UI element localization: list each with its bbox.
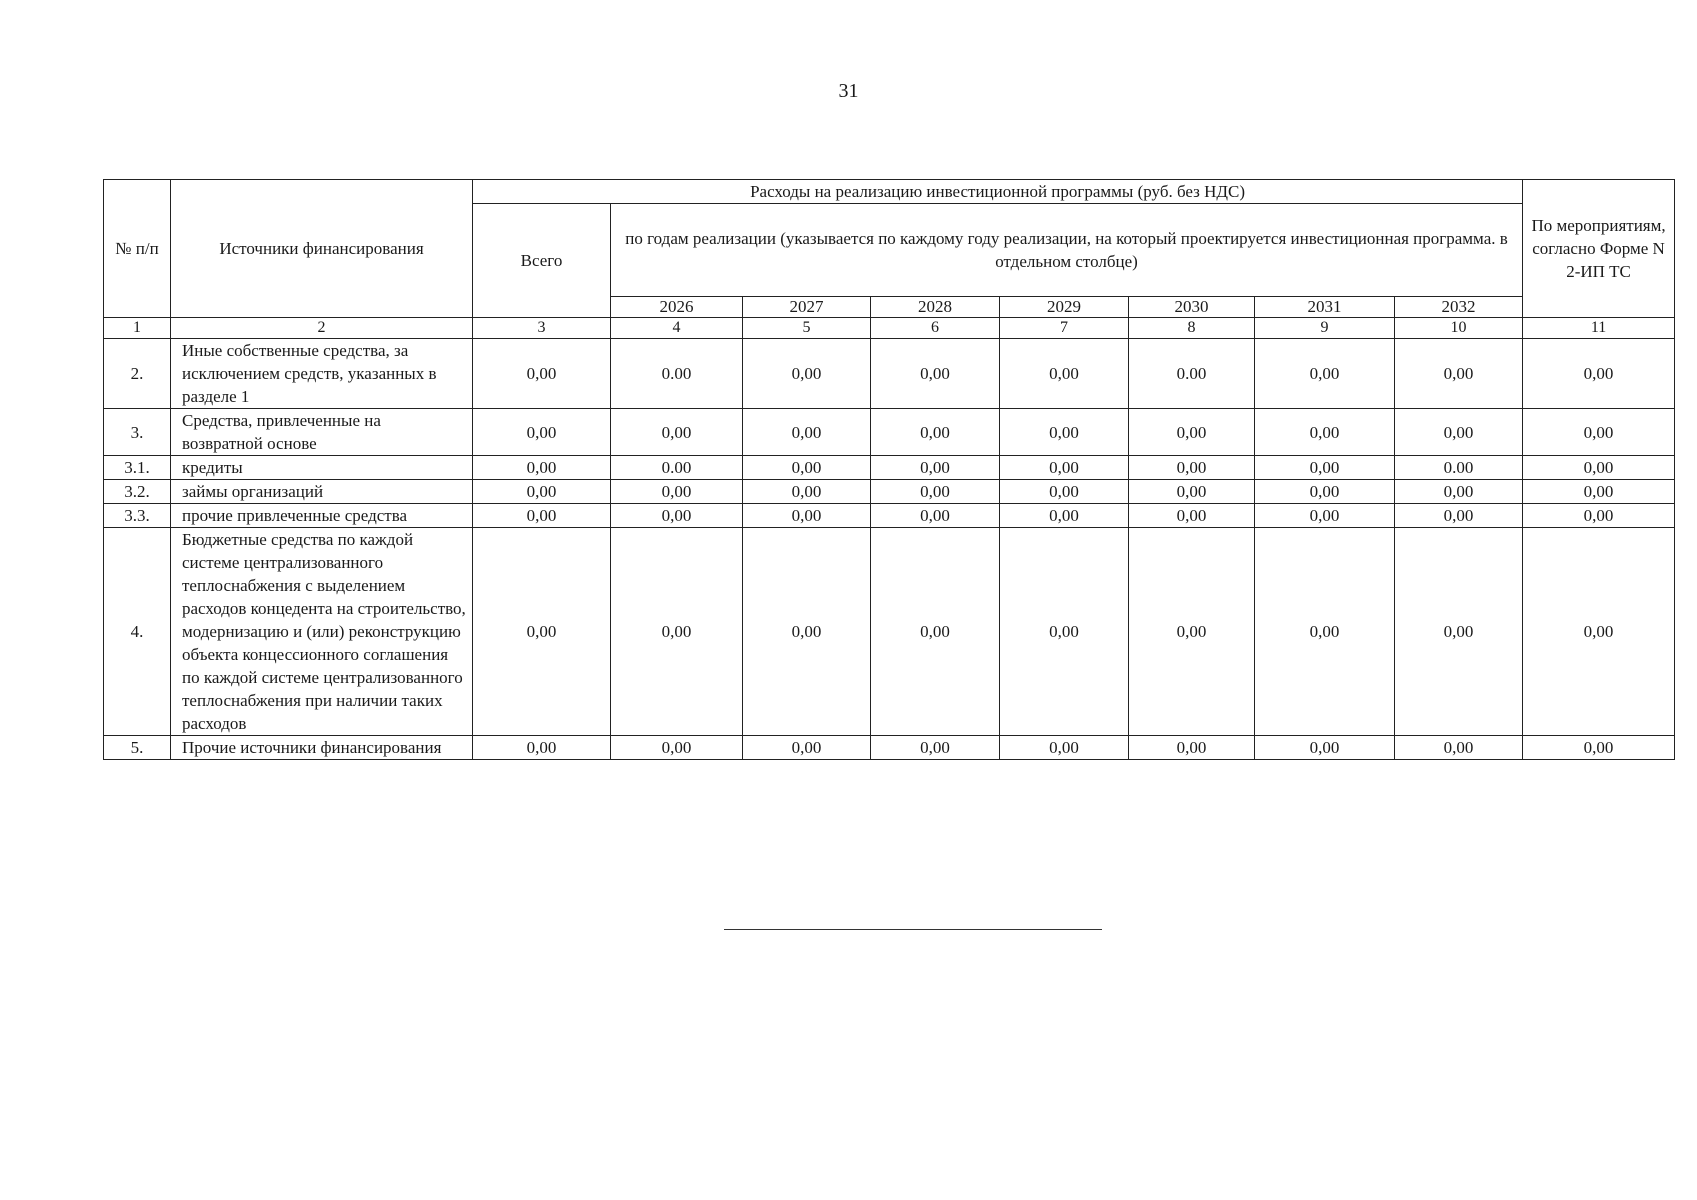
header-num: № п/п (104, 180, 171, 318)
value-cell: 0,00 (473, 409, 611, 456)
row-num: 3.1. (104, 456, 171, 480)
column-number: 7 (1000, 318, 1129, 339)
row-num: 3.3. (104, 504, 171, 528)
table-row (104, 480, 1675, 504)
value-cell: 0,00 (473, 480, 611, 504)
value-cell: 0,00 (473, 736, 611, 760)
value-cell: 0,00 (1523, 339, 1675, 409)
table-row (104, 528, 1675, 736)
row-source: Иные собственные средства, за исключением средств, указанных в разделе 1 (171, 339, 473, 409)
column-number: 11 (1523, 318, 1675, 339)
value-cell: 0,00 (473, 528, 611, 736)
header-row-1 (104, 180, 1675, 204)
table-row (104, 736, 1675, 760)
value-cell: 0,00 (1523, 409, 1675, 456)
value-cell: 0,00 (1000, 504, 1129, 528)
column-number: 4 (611, 318, 743, 339)
value-cell: 0,00 (743, 339, 871, 409)
column-number: 1 (104, 318, 171, 339)
year-cell: 2031 (1255, 297, 1395, 318)
value-cell: 0,00 (743, 480, 871, 504)
value-cell: 0,00 (473, 456, 611, 480)
value-cell: 0,00 (1255, 504, 1395, 528)
value-cell: 0,00 (1523, 504, 1675, 528)
value-cell: 0,00 (1129, 409, 1255, 456)
value-cell: 0,00 (1255, 409, 1395, 456)
value-cell: 0,00 (871, 480, 1000, 504)
column-number: 2 (171, 318, 473, 339)
value-cell: 0,00 (871, 339, 1000, 409)
header-total: Всего (473, 204, 611, 318)
row-source: прочие привлеченные средства (171, 504, 473, 528)
value-cell: 0,00 (743, 409, 871, 456)
value-cell: 0,00 (1395, 528, 1523, 736)
column-number: 9 (1255, 318, 1395, 339)
value-cell: 0,00 (1129, 456, 1255, 480)
page-number: 31 (838, 80, 859, 102)
column-number: 8 (1129, 318, 1255, 339)
year-cell: 2026 (611, 297, 743, 318)
value-cell: 0,00 (1395, 339, 1523, 409)
value-cell: 0.00 (611, 339, 743, 409)
financing-sources-table (103, 179, 1675, 760)
value-cell: 0,00 (1000, 339, 1129, 409)
value-cell: 0,00 (1000, 409, 1129, 456)
value-cell: 0,00 (743, 736, 871, 760)
row-num: 4. (104, 528, 171, 736)
value-cell: 0.00 (1395, 456, 1523, 480)
column-numbers-row (104, 318, 1675, 339)
value-cell: 0,00 (1129, 480, 1255, 504)
row-num: 3. (104, 409, 171, 456)
value-cell: 0,00 (473, 504, 611, 528)
column-number: 6 (871, 318, 1000, 339)
value-cell: 0,00 (743, 528, 871, 736)
year-cell: 2030 (1129, 297, 1255, 318)
header-per-activity: По мероприятиям, согласно Форме N 2-ИП ТС (1523, 180, 1675, 318)
value-cell: 0,00 (611, 480, 743, 504)
value-cell: 0,00 (1523, 528, 1675, 736)
row-num: 5. (104, 736, 171, 760)
value-cell: 0,00 (1395, 480, 1523, 504)
value-cell: 0,00 (473, 339, 611, 409)
value-cell: 0,00 (1129, 736, 1255, 760)
row-source: Бюджетные средства по каждой системе централизованного теплоснабжения с выделением расходов концедента на строительство, модернизацию и (или) реконструкцию объекта концессионного соглашения по каждой системе централизованного теплоснабжения при наличии таких расходов (171, 528, 473, 736)
value-cell: 0,00 (611, 504, 743, 528)
column-number: 10 (1395, 318, 1523, 339)
footer-divider (724, 929, 1102, 930)
header-by-years: по годам реализации (указывается по каждому году реализации, на который проектируется инвестиционная программа. в отдельном столбце) (611, 204, 1523, 297)
value-cell: 0,00 (1395, 409, 1523, 456)
value-cell: 0,00 (1395, 504, 1523, 528)
year-cell: 2027 (743, 297, 871, 318)
value-cell: 0,00 (871, 736, 1000, 760)
year-cell: 2028 (871, 297, 1000, 318)
value-cell: 0,00 (1255, 736, 1395, 760)
row-source: Прочие источники финансирования (171, 736, 473, 760)
year-cell: 2029 (1000, 297, 1129, 318)
row-source: Средства, привлеченные на возвратной основе (171, 409, 473, 456)
value-cell: 0,00 (1129, 504, 1255, 528)
value-cell: 0.00 (611, 456, 743, 480)
value-cell: 0,00 (1000, 736, 1129, 760)
row-num: 3.2. (104, 480, 171, 504)
header-expenses: Расходы на реализацию инвестиционной программы (руб. без НДС) (473, 180, 1523, 204)
row-source: кредиты (171, 456, 473, 480)
value-cell: 0,00 (871, 528, 1000, 736)
value-cell: 0,00 (871, 504, 1000, 528)
value-cell: 0,00 (1255, 480, 1395, 504)
column-number: 3 (473, 318, 611, 339)
value-cell: 0,00 (1395, 736, 1523, 760)
value-cell: 0,00 (1000, 456, 1129, 480)
value-cell: 0,00 (1255, 528, 1395, 736)
value-cell: 0,00 (1000, 528, 1129, 736)
table-row (104, 339, 1675, 409)
value-cell: 0.00 (1129, 339, 1255, 409)
value-cell: 0,00 (1523, 736, 1675, 760)
value-cell: 0,00 (1129, 528, 1255, 736)
value-cell: 0,00 (611, 409, 743, 456)
value-cell: 0,00 (611, 736, 743, 760)
value-cell: 0,00 (611, 528, 743, 736)
value-cell: 0,00 (1000, 480, 1129, 504)
table-row (104, 504, 1675, 528)
row-num: 2. (104, 339, 171, 409)
value-cell: 0,00 (871, 456, 1000, 480)
row-source: займы организаций (171, 480, 473, 504)
value-cell: 0,00 (871, 409, 1000, 456)
column-number: 5 (743, 318, 871, 339)
value-cell: 0,00 (743, 456, 871, 480)
value-cell: 0,00 (743, 504, 871, 528)
year-cell: 2032 (1395, 297, 1523, 318)
value-cell: 0,00 (1255, 339, 1395, 409)
value-cell: 0,00 (1523, 456, 1675, 480)
header-source: Источники финансирования (171, 180, 473, 318)
value-cell: 0,00 (1523, 480, 1675, 504)
value-cell: 0,00 (1255, 456, 1395, 480)
table-row (104, 409, 1675, 456)
table-row (104, 456, 1675, 480)
